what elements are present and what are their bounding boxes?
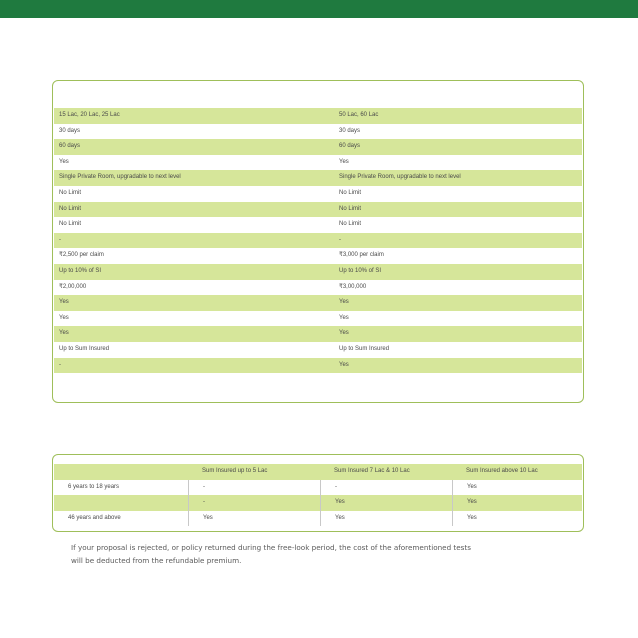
table-row [54,155,582,171]
column-header [54,464,188,480]
table-row [54,124,582,140]
table-row [54,202,582,218]
table-cell: ₹2,500 per claim [59,252,104,259]
age-tests-table [54,464,582,526]
table-row [54,342,582,358]
table-cell: Up to 10% of SI [59,267,102,274]
table-cell: Yes [59,314,69,321]
table-cell: - [339,236,341,243]
column-header: Sum Insured up to 5 Lac [202,468,268,474]
table-cell: Yes [339,299,349,306]
table-cell: Yes [339,361,349,368]
table-row [54,511,582,527]
table-row [54,295,582,311]
table-cell: Single Private Room, upgradable to next level [339,174,461,181]
plan-comparison-panel [52,80,584,403]
table-cell: ₹2,00,000 [59,283,87,290]
top-brand-bar [0,0,638,18]
table-cell: No Limit [59,221,82,228]
table-row [54,248,582,264]
table-cell: Up to Sum Insured [59,345,110,352]
table-cell: Yes [188,511,320,527]
table-cell: 60 days [59,143,81,150]
table-cell: 30 days [59,127,81,134]
table-row [54,326,582,342]
table-cell: 60 days [339,143,361,150]
plan-comparison-table [54,108,582,373]
table-cell: - [320,480,452,496]
table-cell: Yes [59,330,69,337]
table-row [54,480,582,496]
table-row [54,217,582,233]
table-row [54,108,582,124]
table-row [54,170,582,186]
table-cell: 6 years to 18 years [68,483,120,490]
table-row [54,264,582,280]
table-cell: No Limit [339,221,362,228]
table-row [54,311,582,327]
table-cell: Yes [320,511,452,527]
table-cell: 30 days [339,127,361,134]
table-cell: Yes [320,495,452,511]
table-cell: Yes [452,511,582,527]
table-cell: ₹3,00,000 [339,283,367,290]
table-cell: No Limit [59,189,82,196]
table-cell: Up to 10% of SI [339,267,382,274]
table-cell: ₹3,000 per claim [339,252,384,259]
table-cell: Yes [339,330,349,337]
table-cell: Yes [59,158,69,165]
table-cell: Up to Sum Insured [339,345,390,352]
table-row [54,233,582,249]
table-row [54,358,582,374]
table-cell: No Limit [339,189,362,196]
table-cell: 46 years and above [68,514,121,521]
table-cell: 15 Lac, 20 Lac, 25 Lac [59,112,120,118]
column-header: Sum Insured 7 Lac & 10 Lac [334,468,410,474]
table-cell: No Limit [59,205,82,212]
table-cell: - [59,361,61,368]
table-cell: - [188,495,320,511]
table-header-row [54,464,582,480]
table-cell: Yes [452,495,582,511]
table-row [54,139,582,155]
table-cell: Yes [339,158,349,165]
table-row [54,495,582,511]
table-row [54,186,582,202]
table-cell: Yes [339,314,349,321]
age-tests-panel [52,454,584,532]
table-cell: 50 Lac, 60 Lac [339,112,379,118]
column-header: Sum Insured above 10 Lac [466,468,538,474]
refund-note: If your proposal is rejected, or policy returned during the free-look period, the cost of the aforementioned tests will be deducted from the refundable premium. [71,543,471,565]
table-row [54,280,582,296]
table-cell [54,495,188,511]
table-cell: - [59,236,61,243]
table-cell: No Limit [339,205,362,212]
table-cell: - [188,480,320,496]
table-cell: Yes [59,299,69,306]
table-cell: Yes [452,480,582,496]
table-cell: Single Private Room, upgradable to next level [59,174,181,181]
